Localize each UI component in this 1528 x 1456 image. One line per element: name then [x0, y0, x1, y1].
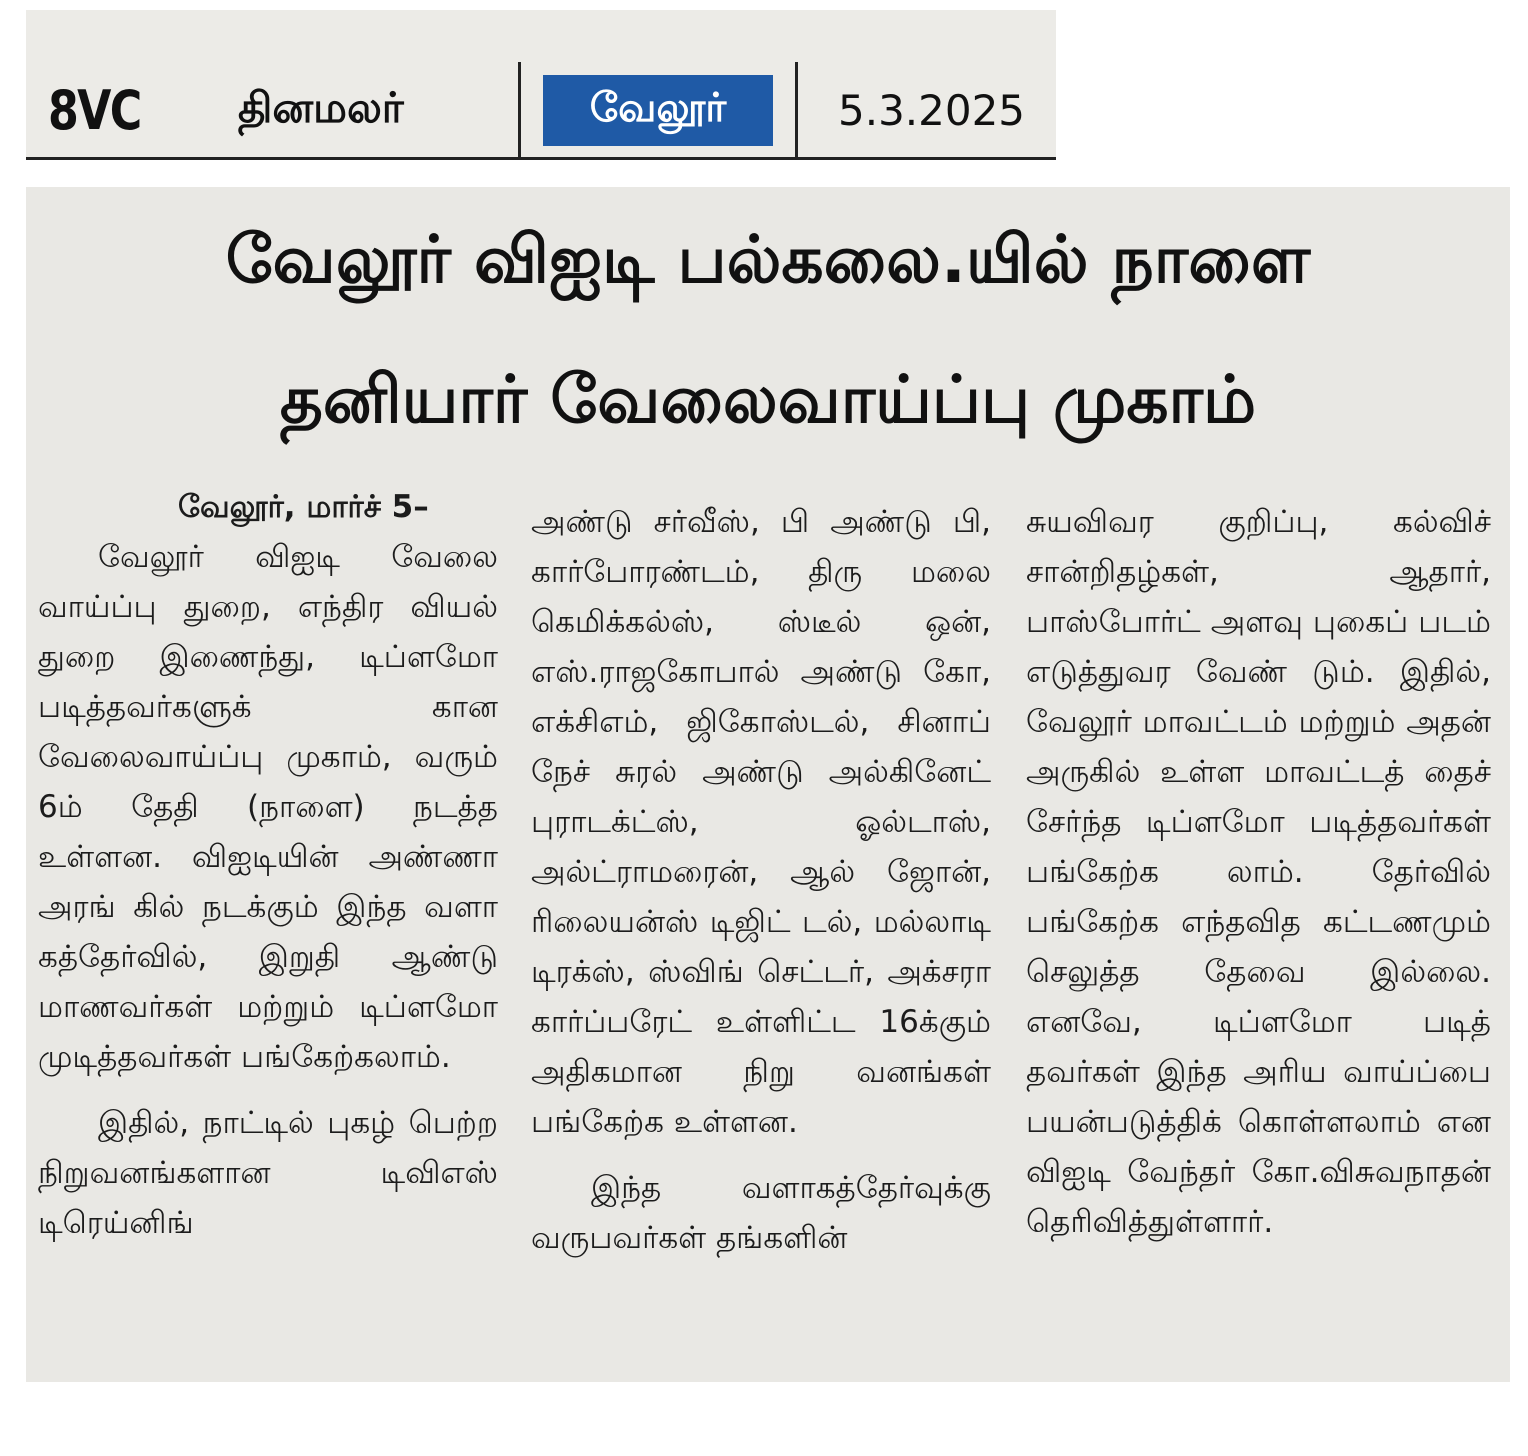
paragraph: அண்டு சர்வீஸ், பி அண்டு பி, கார்போரண்டம், திரு மலை கெமிக்கல்ஸ், ஸ்டீல் ஒன், எஸ்.ராஜகோபால் அண்டு கோ, எக்சிஎம், ஜிகோஸ்டல், சினாப் நேச் சுரல் அண்டு அல்கினேட் புராடக்ட்ஸ், ஓல்டாஸ், அல்ட்ராமரைன், ஆல் ஜோன், ரிலையன்ஸ் டிஜிட் டல், மல்லாடி டிரக்ஸ், ஸ்விங் செட்டர், அக்சரா கார்ப்பரேட் உள்ளிட்ட 16க்கும் அதிகமான நிறு வனங்கள் பங்கேற்க உள்ளன.	[531, 504, 991, 1140]
headline-line-1: வேலூர் விஐடி பல்கலை.யில் நாளை	[225, 221, 1311, 298]
article-column-1	[38, 482, 498, 1248]
edition-code: 8VC	[48, 78, 141, 142]
headline-line-2: தனியார் வேலைவாய்ப்பு முகாம்	[279, 361, 1257, 438]
divider	[518, 62, 521, 158]
news-clipping	[26, 187, 1510, 1382]
paragraph: வேலூர் விஐடி வேலை வாய்ப்பு துறை, எந்திர வியல் துறை இணைந்து, டிப்ளமோ படித்தவர்களுக் கான வேலைவாய்ப்பு முகாம், வரும் 6ம் தேதி (நாளை) நடத்த உள்ளன. விஐடியின் அண்ணா அரங் கில் நடக்கும் இந்த வளா கத்தேர்வில், இறுதி ஆண்டு மாணவர்கள் மற்றும் டிப்ளமோ முடித்தவர்கள் பங்கேற்கலாம்.	[38, 539, 498, 1075]
paragraph: சுயவிவர குறிப்பு, கல்விச் சான்றிதழ்கள், ஆதார், பாஸ்போர்ட் அளவு புகைப் படம் எடுத்துவர வேண் டும். இதில், வேலூர் மாவட்டம் மற்றும் அதன் அருகில் உள்ள மாவட்டத் தைச் சேர்ந்த டிப்ளமோ படித்தவர்கள் பங்கேற்க லாம். தேர்வில் பங்கேற்க எந்தவித கட்டணமும் செலுத்த தேவை இல்லை. எனவே, டிப்ளமோ படித் தவர்கள் இந்த அரிய வாய்ப்பை பயன்படுத்திக் கொள்ளலாம் என விஐடி வேந்தர் கோ.விசுவநாதன் தெரிவித்துள்ளார்.	[1026, 504, 1491, 1240]
masthead-row	[26, 60, 1056, 160]
paragraph: இந்த வளாகத்தேர்வுக்கு வருபவர்கள் தங்களின்	[531, 1170, 991, 1256]
newspaper-name: தினமலர்	[238, 82, 404, 132]
issue-date: 5.3.2025	[838, 85, 1026, 135]
city-badge: வேலூர்	[543, 75, 773, 146]
dateline: வேலூர், மார்ச் 5–	[178, 489, 429, 525]
divider	[795, 62, 798, 158]
article-column-2	[531, 497, 991, 1263]
masthead-underline	[26, 157, 1056, 160]
paragraph: இதில், நாட்டில் புகழ் பெற்ற நிறுவனங்களான டிவிஎஸ் டிரெய்னிங்	[38, 1105, 498, 1241]
article-column-3	[1026, 497, 1491, 1247]
masthead	[26, 10, 1056, 160]
